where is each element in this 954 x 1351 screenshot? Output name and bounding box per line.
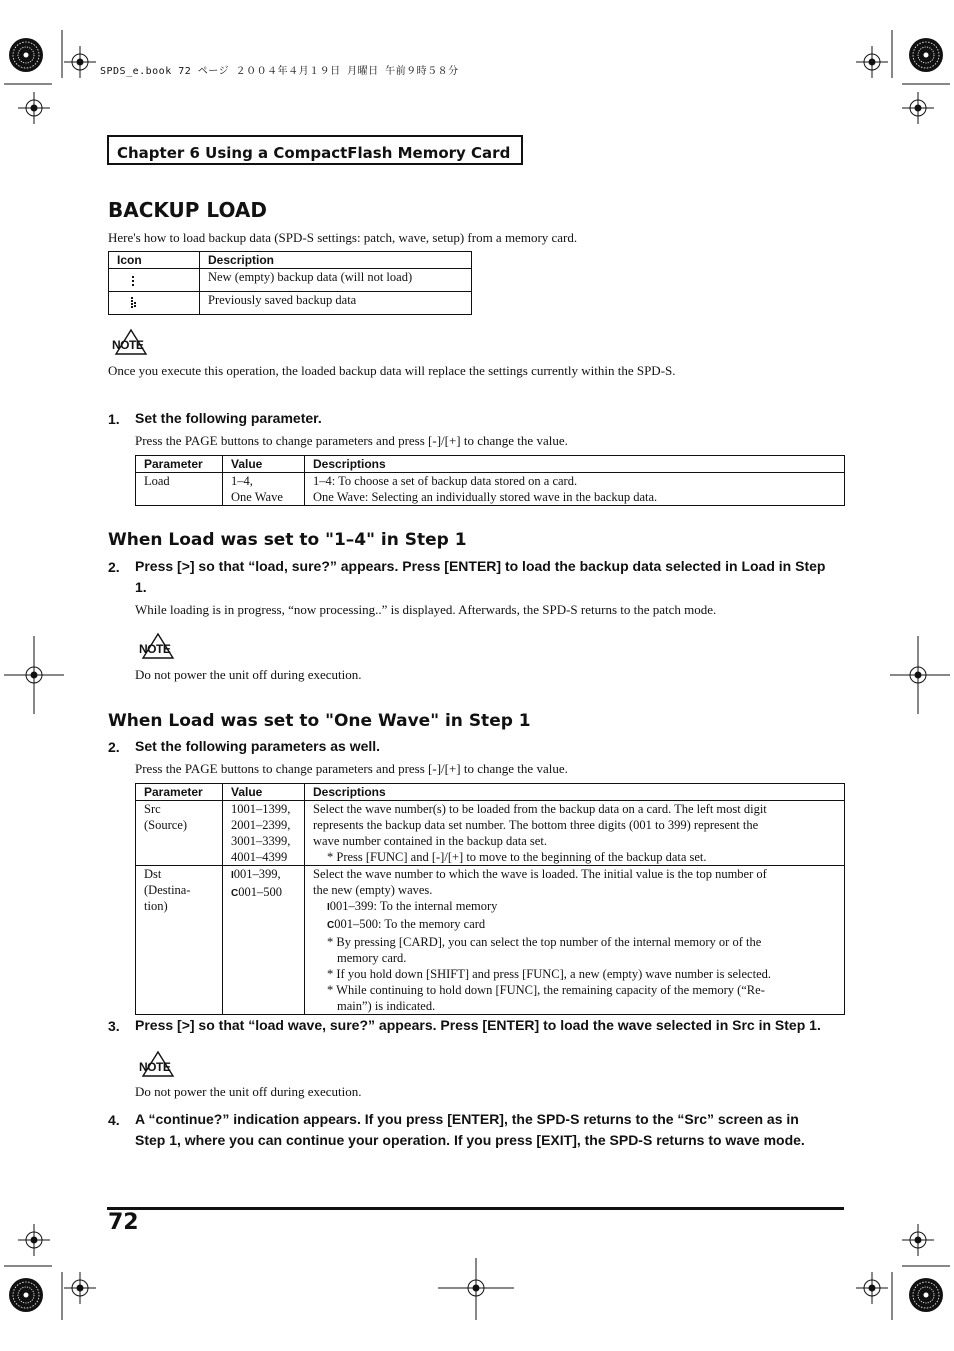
step-subtext: Press the PAGE buttons to change parameters and press [-]/[+] to change the value. [135,761,568,776]
desc-bullet: * By pressing [CARD], you can select the top number of the internal memory or of the [327,935,762,949]
value-text: 001–399, [233,867,281,881]
step-title: Set the following parameters as well. [135,738,381,754]
subsection-heading: When Load was set to "1–4" in Step 1 [108,530,467,550]
desc-text: 001–399: To the internal memory [329,899,498,913]
icon-cell [109,292,200,315]
subsection-heading: When Load was set to "One Wave" in Step 1 [108,711,531,731]
value-text: 001–500 [238,885,282,899]
param-line: (Source) [144,818,188,832]
footer-rule [107,1207,844,1210]
step-number: 1. [108,411,120,427]
table-row [136,801,845,866]
desc-line: represents the backup data set number. The bottom three digits (001 to 399) represent the [313,818,759,832]
header-descriptions: Descriptions [305,456,845,473]
internal-prefix: I [231,870,234,881]
desc-cell [305,473,845,506]
param-cell [136,866,223,1015]
step-title [135,1109,805,1151]
desc-line: One Wave: Selecting an individually stored wave in the backup data. [313,490,658,504]
note-text: Once you execute this operation, the loaded backup data will replace the settings currently within the SPD-S. [108,363,676,378]
step-subtext: Press the PAGE buttons to change parameters and press [-]/[+] to change the value. [135,433,568,448]
value-cell [223,801,305,866]
description-cell: New (empty) backup data (will not load) [200,269,472,292]
value-line: One Wave [231,490,283,504]
desc-bullet-cont: memory card. [337,951,407,965]
note-text: Do not power the unit off during execution. [135,1084,362,1099]
note-label: NOTE [112,338,144,352]
desc-line: the new (empty) waves. [313,883,433,897]
page-number: 72 [108,1210,139,1235]
param-line: tion) [144,899,168,913]
step-number: 3. [108,1018,120,1034]
value-cell [223,473,305,506]
desc-bullet: * While continuing to hold down [FUNC], the remaining capacity of the memory (“Re- [327,983,765,997]
note-text: Do not power the unit off during execution. [135,667,362,682]
value-line: 2001–2399, [231,818,291,832]
desc-text: 001–500: To the memory card [334,917,486,931]
description-cell: Previously saved backup data [200,292,472,315]
desc-line: Select the wave number(s) to be loaded from the backup data on a card. The left most digit [313,802,767,816]
one-wave-parameter-table [135,783,845,1015]
icon-table [108,251,472,315]
header-value: Value [223,784,305,801]
step-subtext: While loading is in progress, “now processing..” is displayed. Afterwards, the SPD-S returns to the patch mode. [135,602,717,617]
table-row [136,866,845,1015]
step-number: 2. [108,559,120,575]
step-number: 2. [108,739,120,755]
note-badge [112,328,150,363]
chapter-label: Chapter 6 Using a CompactFlash Memory Card [107,135,523,165]
value-line: 1001–1399, [231,802,291,816]
header-descriptions: Descriptions [305,784,845,801]
param-line: Src [144,802,161,816]
note-badge [139,632,177,667]
step-title: Set the following parameter. [135,410,322,426]
desc-cell [305,866,845,1015]
value-line [231,866,296,884]
table-row [109,292,472,315]
desc-cell [305,801,845,866]
desc-line: wave number contained in the backup data set. [313,834,547,848]
note-badge [139,1050,177,1085]
card-prefix: C [327,920,335,931]
saved-backup-icon [125,296,139,310]
step-number: 4. [108,1112,120,1128]
param-line: Dst [144,867,162,881]
section-title: BACKUP LOAD [108,198,267,222]
icon-table-header-icon: Icon [109,252,200,269]
step-line: 1. [135,579,147,595]
step-title: Press [>] so that “load wave, sure?” appears. Press [ENTER] to load the wave selected in Src in Step 1. [135,1017,821,1033]
icon-cell [109,269,200,292]
load-parameter-table [135,455,845,506]
desc-line: Select the wave number to which the wave is loaded. The initial value is the top number of [313,867,767,881]
step-line: Step 1, where you can continue your operation. If you press [EXIT], the SPD-S returns to wave mode. [135,1132,805,1148]
header-value: Value [223,456,305,473]
value-line: 4001–4399 [231,850,288,864]
value-line: 3001–3399, [231,834,291,848]
desc-line: 1–4: To choose a set of backup data stored on a card. [313,474,578,488]
table-row [109,269,472,292]
header-parameter: Parameter [136,784,223,801]
header-parameter: Parameter [136,456,223,473]
value-line [231,884,296,902]
desc-bullet: * If you hold down [SHIFT] and press [FUNC], a new (empty) wave number is selected. [327,967,772,981]
desc-bullet: * Press [FUNC] and [-]/[+] to move to the beginning of the backup data set. [327,850,707,864]
desc-bullet-cont: main”) is indicated. [337,999,436,1013]
note-label: NOTE [139,1060,171,1074]
step-title [135,556,825,598]
note-label: NOTE [139,642,171,656]
param-line: (Destina- [144,883,191,897]
empty-backup-icon [125,273,139,287]
print-header-meta: SPDS_e.book 72 ページ ２００４年４月１９日 月曜日 午前９時５８分 [100,66,459,77]
value-cell [223,866,305,1015]
internal-prefix: I [327,902,330,913]
step-line: A “continue?” indication appears. If you press [ENTER], the SPD-S returns to the “Src” screen as in [135,1111,799,1127]
icon-table-header-description: Description [200,252,472,269]
param-cell [136,801,223,866]
section-intro: Here's how to load backup data (SPD-S settings: patch, wave, setup) from a memory card. [108,230,578,245]
desc-line [313,898,836,916]
param-cell: Load [136,473,223,506]
value-line: 1–4, [231,474,253,488]
step-line: Press [>] so that “load, sure?” appears. Press [ENTER] to load the backup data selected in Load in Step [135,558,826,574]
table-row [136,473,845,506]
desc-line [313,916,836,934]
card-prefix: C [231,888,239,899]
